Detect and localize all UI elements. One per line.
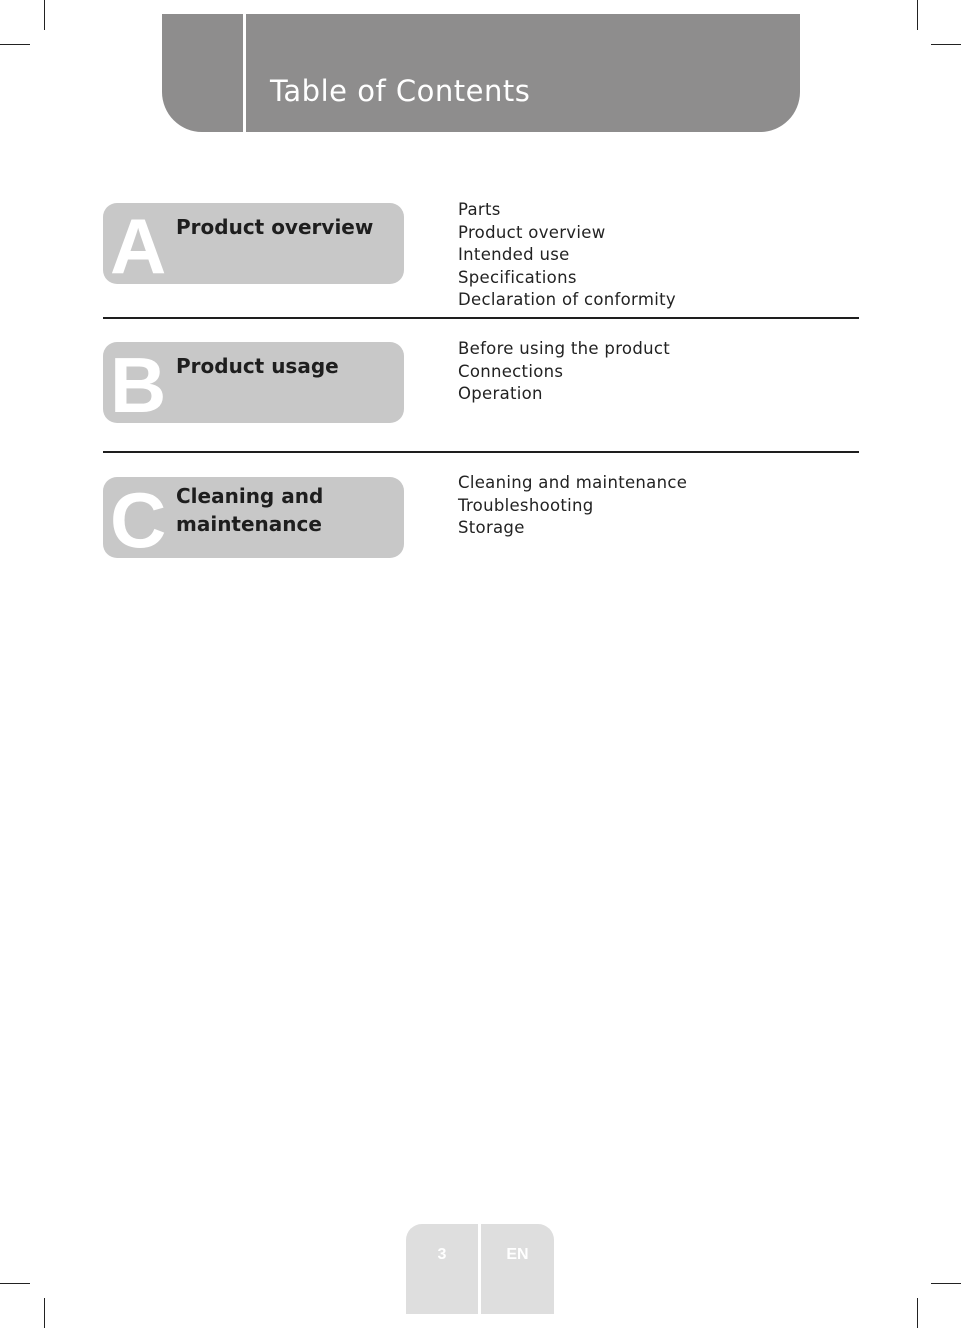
crop-mark-bottom-right-h: [931, 1283, 961, 1284]
list-item[interactable]: Storage: [458, 518, 525, 538]
section-b-letter: B: [110, 342, 167, 423]
language-code: EN: [506, 1246, 529, 1263]
section-b-title: Product usage: [176, 354, 339, 378]
section-b-list: [458, 338, 670, 406]
page-title: Table of Contents: [270, 74, 531, 108]
list-item[interactable]: Specifications: [458, 267, 577, 287]
list-item[interactable]: Declaration of conformity: [458, 290, 676, 310]
crop-mark-bottom-left-v: [44, 1298, 45, 1328]
list-item[interactable]: Intended use: [458, 245, 570, 265]
page-number-tab: [406, 1224, 478, 1314]
header-tab: [162, 14, 800, 132]
list-item[interactable]: Product overview: [458, 222, 606, 242]
section-divider: [103, 451, 859, 453]
language-tab: [481, 1224, 554, 1314]
crop-mark-top-left-v: [44, 0, 45, 30]
list-item[interactable]: Troubleshooting: [458, 495, 594, 515]
section-a-box: [103, 203, 404, 284]
list-item[interactable]: Before using the product: [458, 339, 670, 358]
crop-mark-bottom-left-h: [0, 1283, 30, 1284]
list-item[interactable]: Parts: [458, 200, 501, 219]
section-a-list: [458, 199, 676, 312]
page-number: 3: [437, 1246, 447, 1263]
section-a-letter: A: [110, 203, 167, 284]
header-divider: [243, 14, 246, 132]
crop-mark-bottom-right-v: [917, 1298, 918, 1328]
crop-mark-top-right-h: [931, 44, 961, 45]
list-item[interactable]: Cleaning and maintenance: [458, 473, 688, 492]
section-c-title: Cleaning and maintenance: [176, 484, 324, 536]
crop-mark-top-right-v: [917, 0, 918, 30]
list-item[interactable]: Operation: [458, 384, 543, 404]
section-c-list: [458, 472, 687, 540]
section-b-box: [103, 342, 404, 423]
crop-mark-top-left-h: [0, 44, 30, 45]
section-c-letter: C: [110, 477, 167, 558]
list-item[interactable]: Connections: [458, 361, 564, 381]
section-divider: [103, 317, 859, 319]
section-c-box: [103, 477, 404, 558]
section-a-title: Product overview: [176, 215, 374, 239]
